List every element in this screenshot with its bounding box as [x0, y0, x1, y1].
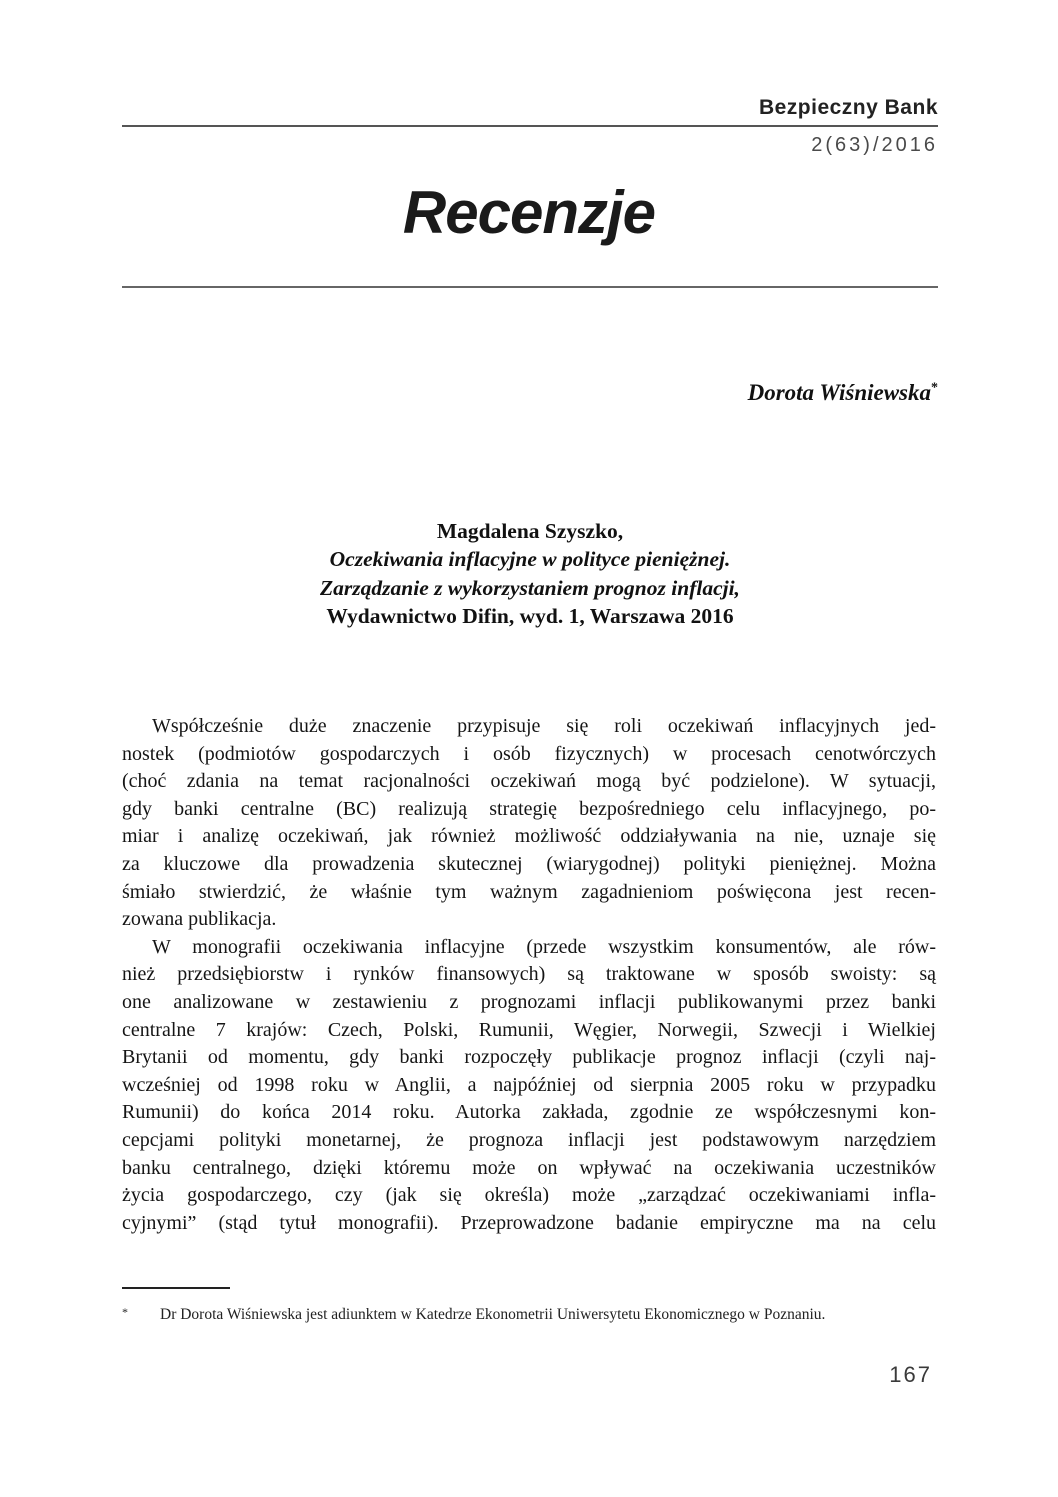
author-footnote-mark: * — [931, 380, 938, 396]
body-line: Brytanii od momentu, gdy banki rozpoczęły publikacje prognoz inflacji (czyli naj- — [122, 1046, 936, 1069]
body-line: cepcjami polityki monetarnej, że prognoza inflacji jest podstawowym narzędziem — [122, 1128, 936, 1151]
body-line: W monografii oczekiwania inflacyjne (przede wszystkim konsumentów, ale rów- — [152, 935, 936, 958]
body-text — [122, 713, 936, 1237]
body-line: za kluczowe dla prowadzenia skutecznej (wiarygodnej) polityki pieniężnej. Można — [122, 852, 936, 875]
issue-number: 2(63)/2016 — [811, 134, 938, 156]
body-line: centralne 7 krajów: Czech, Polski, Rumunii, Węgier, Norwegii, Szwecji i Wielkiej — [122, 1018, 936, 1041]
book-title-line-2: Zarządzanie z wykorzystaniem prognoz inflacji, — [320, 575, 740, 600]
author-line — [122, 380, 938, 406]
book-publisher: Wydawnictwo Difin, wyd. 1, Warszawa 2016 — [326, 604, 734, 629]
page-number: 167 — [889, 1362, 932, 1387]
body-line: nież przedsiębiorstw i rynków finansowych) są traktowane w sposób swoisty: są — [122, 963, 936, 986]
footnote — [122, 1304, 940, 1325]
header-divider — [122, 125, 938, 127]
paragraph — [122, 934, 936, 1238]
body-line: miar i analizę oczekiwań, jak również możliwość oddziaływania na nie, uznaje się — [122, 825, 936, 848]
body-line: banku centralnego, dzięki któremu może on wpływać na oczekiwania uczestników — [122, 1156, 936, 1179]
book-author: Magdalena Szyszko, — [436, 519, 624, 543]
body-line: śmiało stwierdzić, że właśnie tym ważnym zagadnieniom poświęcona jest recen- — [122, 880, 936, 903]
body-line: nostek (podmiotów gospodarczych i osób fizycznych) w procesach cenotwórczych — [122, 742, 936, 765]
footnote-mark: * — [122, 1305, 128, 1319]
book-reference — [122, 517, 938, 631]
body-line: zowana publikacja. — [122, 908, 277, 931]
paragraph — [122, 713, 936, 934]
journal-title: Bezpieczny Bank — [758, 96, 938, 119]
author-name: Dorota Wiśniewska — [747, 380, 931, 405]
title-divider — [122, 286, 938, 288]
body-line: one analizowane w zestawieniu z prognozami inflacji publikowanymi przez banki — [122, 990, 936, 1013]
book-title-line-1: Oczekiwania inflacyjne w polityce pieniężnej. — [329, 547, 731, 572]
body-line: Rumunii) do końca 2014 roku. Autorka zakłada, zgodnie ze współczesnymi kon- — [122, 1101, 936, 1124]
body-line: (choć zdania na temat racjonalności oczekiwań mogą być podzielone). W sytuacji, — [122, 770, 936, 793]
body-line: cyjnymi” (stąd tytuł monografii). Przeprowadzone badanie empiryczne ma na celu — [122, 1211, 936, 1234]
body-line: wcześniej od 1998 roku w Anglii, a najpóźniej od sierpnia 2005 roku w przypadku — [122, 1073, 936, 1096]
body-line: życia gospodarczego, czy (jak się określa) może „zarządzać oczekiwaniami infla- — [122, 1184, 936, 1207]
body-line: Współcześnie duże znaczenie przypisuje się roli oczekiwań inflacyjnych jed- — [152, 715, 936, 737]
footnote-text: Dr Dorota Wiśniewska jest adiunktem w Katedrze Ekonometrii Uniwersytetu Ekonomicznego w Poznaniu. — [160, 1306, 826, 1323]
section-title: Recenzje — [402, 179, 656, 246]
footnote-divider — [122, 1287, 230, 1289]
body-line: gdy banki centralne (BC) realizują strategię bezpośredniego celu inflacyjnego, po- — [122, 797, 936, 820]
